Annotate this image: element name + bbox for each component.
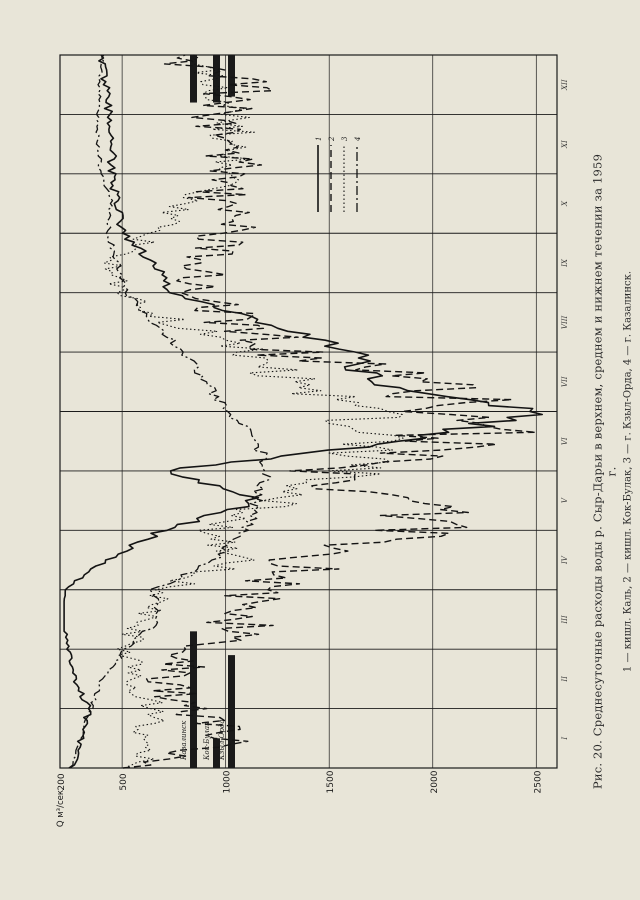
month-label: XII: [561, 79, 569, 90]
ice-station-label: Казалинск: [180, 720, 188, 760]
ice-bar: [190, 55, 197, 103]
ice-station-label: Кок-Булак: [203, 721, 211, 760]
y-tick-label: 2000: [429, 770, 440, 794]
month-label: VI: [561, 437, 569, 446]
ice-bar: [228, 55, 235, 97]
y-tick-label: 2500: [533, 770, 544, 794]
month-label: V: [561, 498, 569, 504]
ice-bar: [228, 655, 235, 768]
legend-label: 3: [341, 136, 349, 141]
month-label: X: [561, 201, 569, 207]
month-label: III: [561, 615, 569, 624]
y-tick-label: 1000: [222, 770, 233, 794]
month-label: IX: [561, 259, 569, 267]
ice-station-label: Кзыл-Орда: [218, 719, 226, 760]
caption-legend: 1 — кишл. Каль, 2 — кишл. Кок-Булак, 3 — г. Кзыл-Орда, 4 — г. Казалинск.: [622, 270, 634, 673]
legend-label: 1: [315, 136, 323, 141]
figure-caption: [591, 152, 634, 792]
y-tick-label: 200: [57, 773, 67, 791]
y-tick-label: 500: [119, 773, 130, 791]
month-label: II: [561, 676, 569, 682]
month-label: VIII: [561, 315, 569, 330]
month-label: XI: [561, 140, 569, 148]
month-label: I: [561, 736, 569, 740]
y-tick-label: 1500: [326, 770, 337, 794]
y-axis-label: Q м³/сек: [56, 790, 66, 828]
month-label: VII: [561, 376, 569, 388]
ice-bar: [190, 631, 197, 768]
legend-label: 4: [354, 136, 362, 141]
legend-label: 2: [328, 136, 336, 141]
month-label: IV: [561, 556, 569, 564]
caption-title: Рис. 20. Среднесуточные расходы воды р. Сыр-Дарьи в верхнем, среднем и нижнем течении за 1959 г.: [590, 153, 619, 790]
